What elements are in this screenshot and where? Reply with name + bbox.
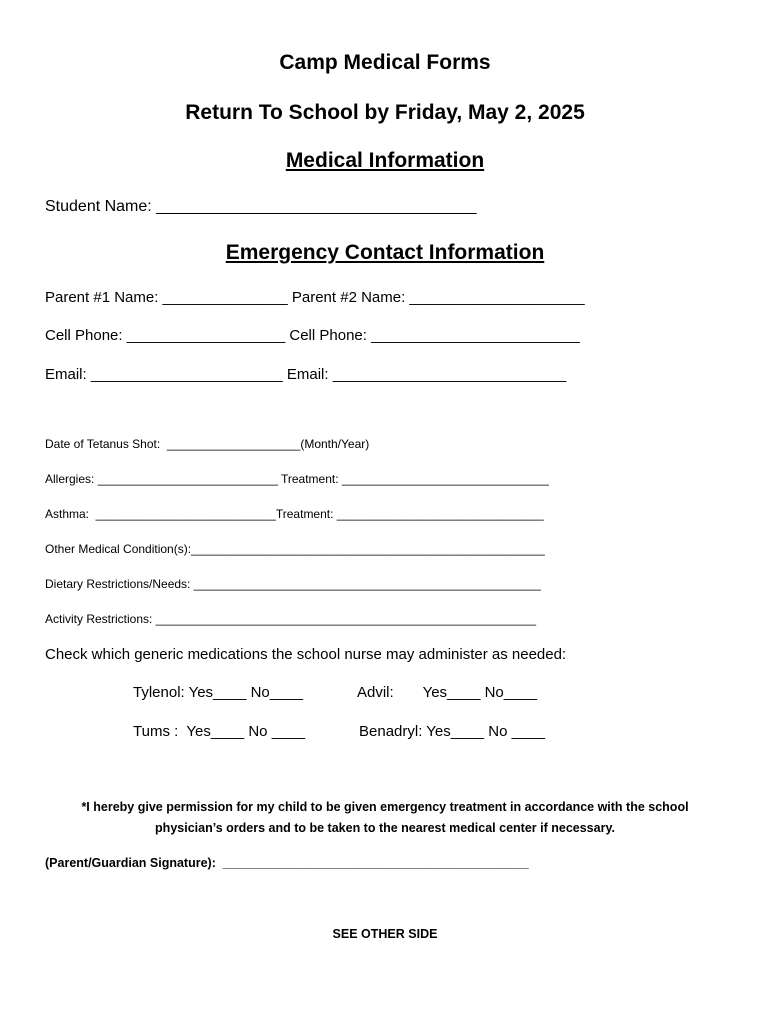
allergies-field[interactable]: Allergies: ___________________________ Treatment: _______________________________ — [45, 472, 549, 486]
other-conditions-field[interactable]: Other Medical Condition(s):_____________________________________________________ — [45, 542, 545, 556]
medical-information-heading: Medical Information — [285, 149, 485, 172]
tylenol-option[interactable]: Tylenol: Yes____ No____ — [133, 684, 304, 701]
permission-statement-line2: physician’s orders and to be taken to the nearest medical center if necessary. — [155, 821, 615, 835]
signature-field[interactable]: (Parent/Guardian Signature): ____________________________________________ — [45, 856, 529, 870]
student-name-field[interactable]: Student Name: ____________________________________ — [45, 198, 477, 215]
tetanus-date-field[interactable]: Date of Tetanus Shot: ____________________(Month/Year) — [45, 437, 370, 451]
benadryl-option[interactable]: Benadryl: Yes____ No ____ — [359, 723, 545, 740]
medications-prompt: Check which generic medications the school nurse may administer as needed: — [45, 646, 567, 663]
tums-option[interactable]: Tums : Yes____ No ____ — [133, 723, 306, 740]
advil-option[interactable]: Advil: Yes____ No____ — [357, 684, 538, 701]
parent-names-fields[interactable]: Parent #1 Name: _______________ Parent #2 Name: _____________________ — [45, 289, 585, 306]
return-deadline: Return To School by Friday, May 2, 2025 — [185, 101, 585, 124]
permission-statement-line1: *I hereby give permission for my child to be given emergency treatment in accordance with the school — [81, 800, 689, 814]
cell-phone-fields[interactable]: Cell Phone: ___________________ Cell Phone: _________________________ — [45, 327, 580, 344]
email-fields[interactable]: Email: _______________________ Email: ____________________________ — [45, 366, 567, 383]
see-other-side-note: SEE OTHER SIDE — [332, 927, 438, 941]
form-title: Camp Medical Forms — [279, 51, 491, 74]
emergency-contact-heading: Emergency Contact Information — [225, 241, 545, 264]
asthma-field[interactable]: Asthma: ___________________________Treatment: _______________________________ — [45, 507, 544, 521]
activity-restrictions-field[interactable]: Activity Restrictions: _________________________________________________________ — [45, 612, 537, 626]
dietary-restrictions-field[interactable]: Dietary Restrictions/Needs: ____________________________________________________ — [45, 577, 541, 591]
